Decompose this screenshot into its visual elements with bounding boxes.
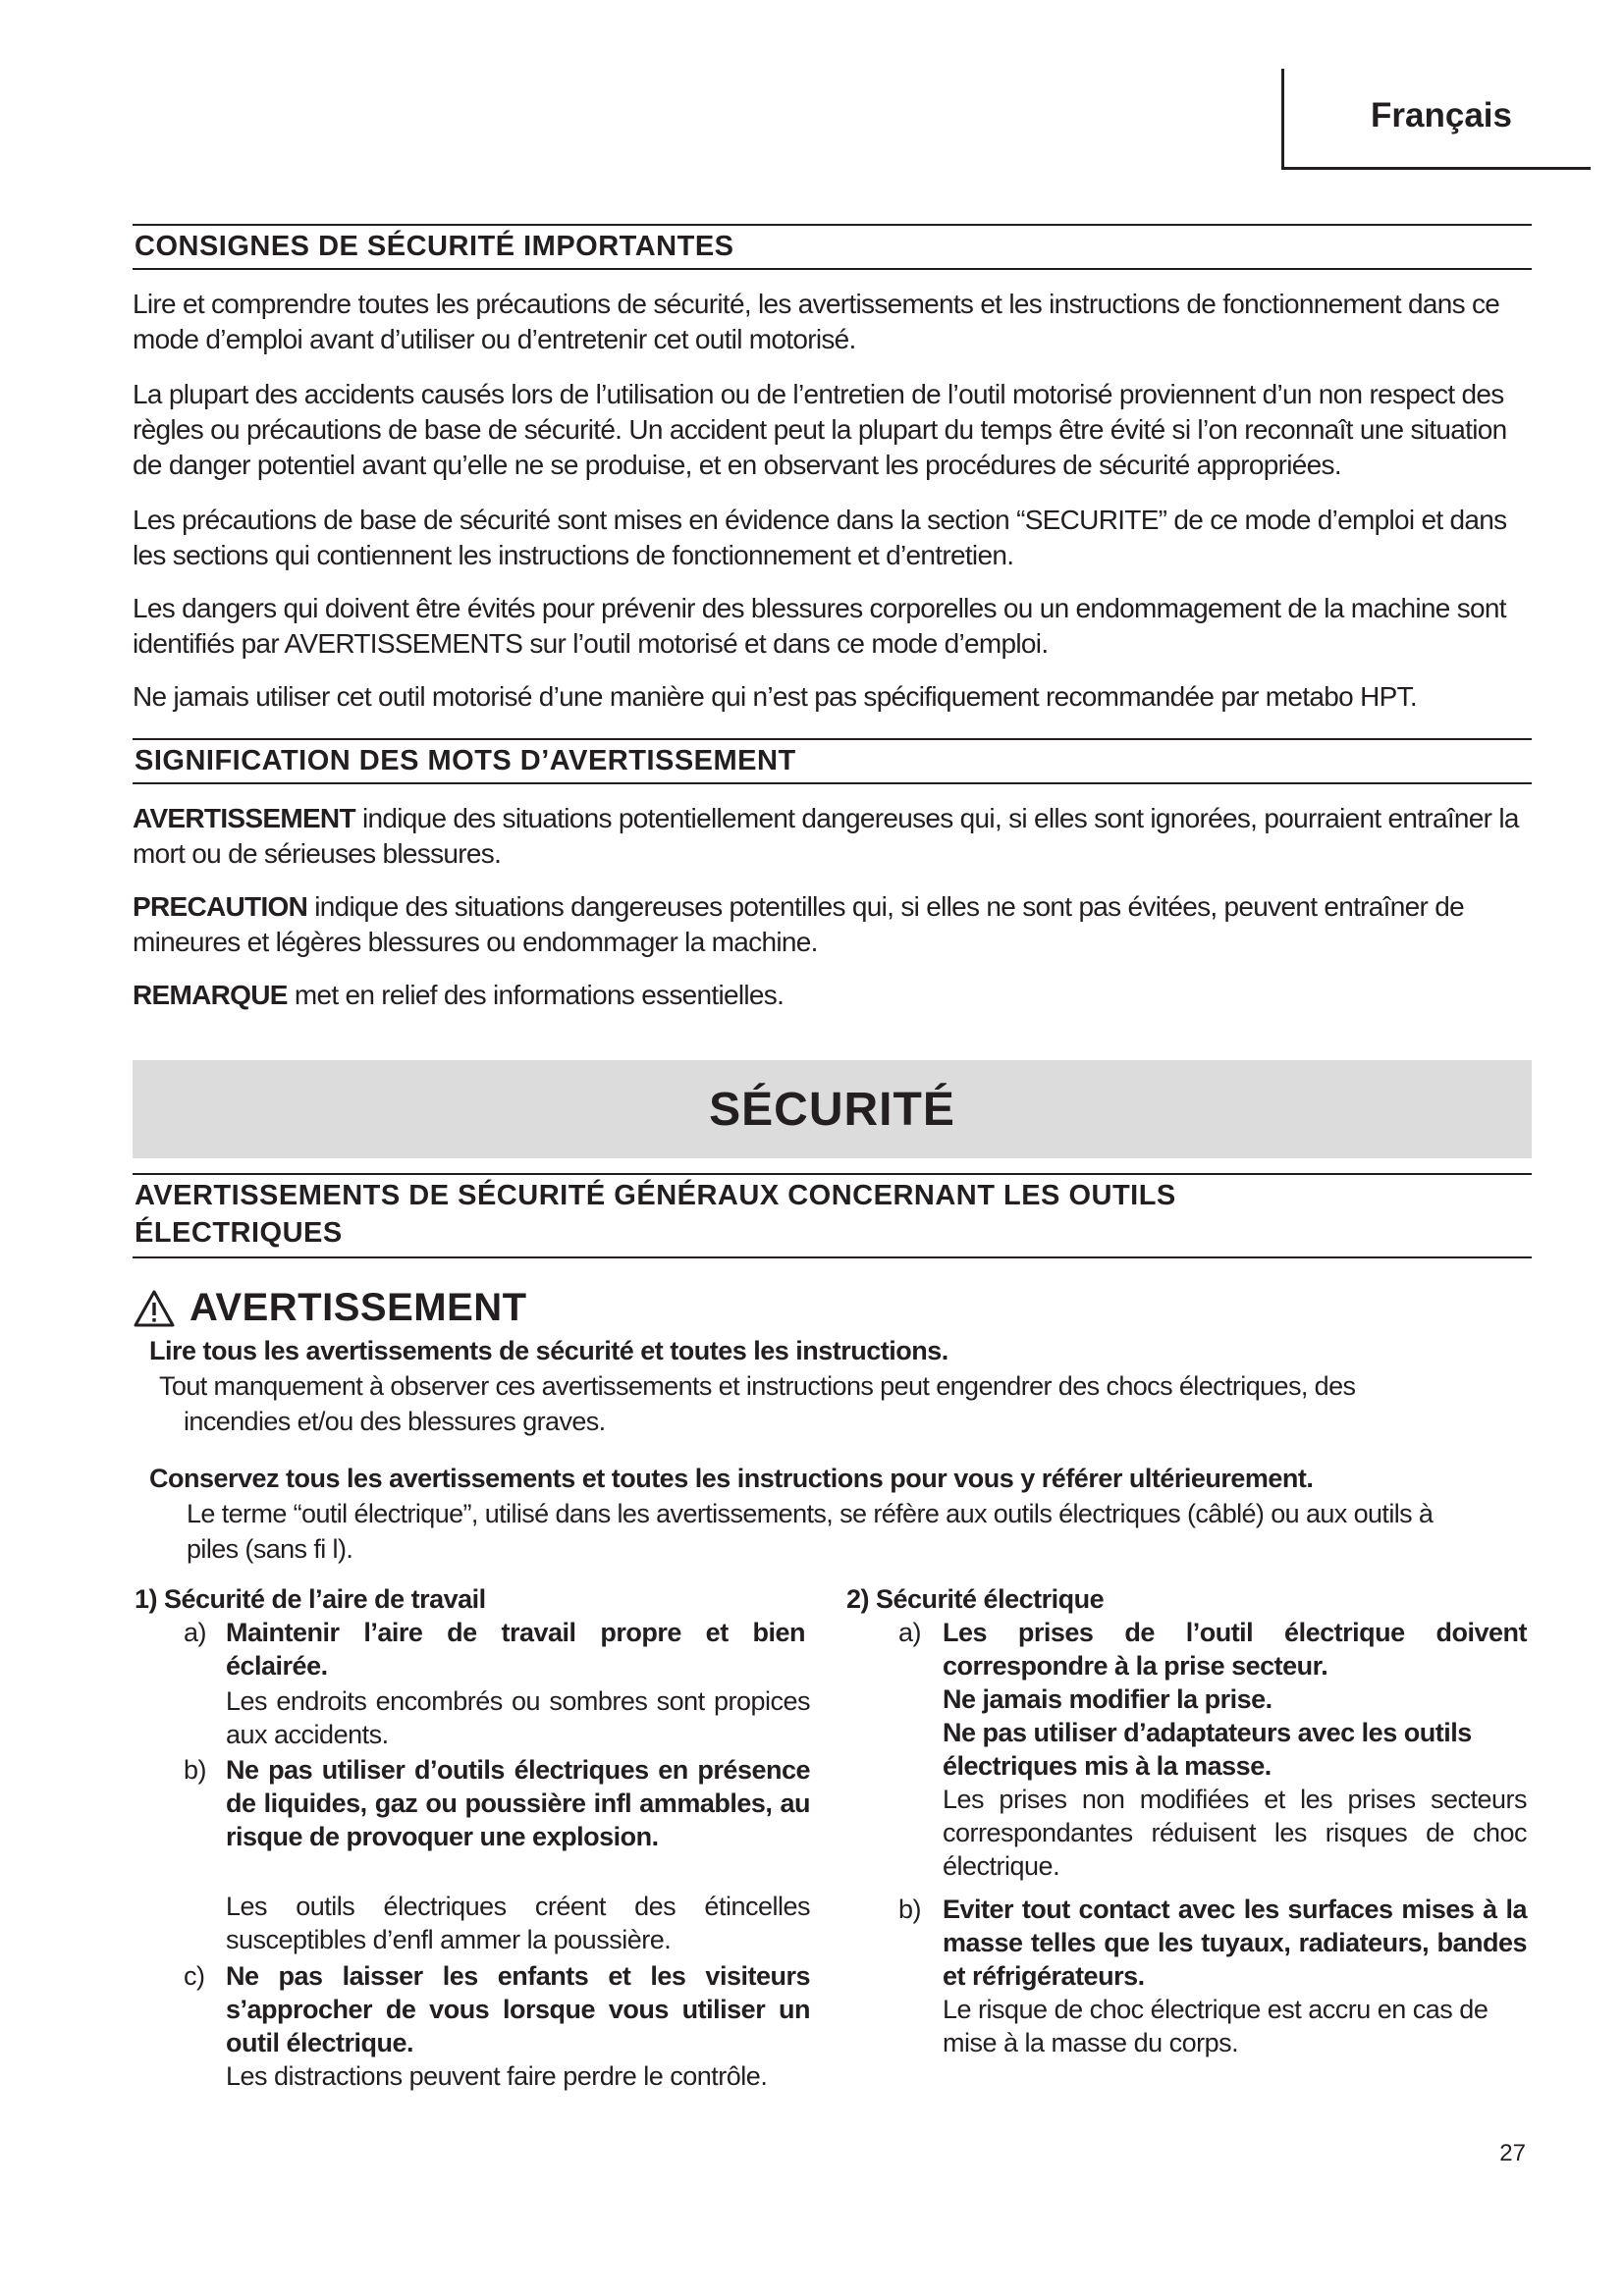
section-title-consignes: CONSIGNES DE SÉCURITÉ IMPORTANTES bbox=[135, 231, 734, 262]
definition-text: indique des situations dangereuses potentilles qui, si elles ne sont pas évitées, peuvent entraîner de mineures et légères blessures ou endommager la machine. bbox=[133, 891, 1464, 957]
definition-precaution bbox=[133, 889, 1532, 960]
keep-text: piles (sans fi l). bbox=[187, 1534, 353, 1564]
section-title-signification: SIGNIFICATION DES MOTS D’AVERTISSEMENT bbox=[135, 745, 796, 776]
warning-triangle-icon bbox=[133, 1289, 176, 1328]
banner-title: SÉCURITÉ bbox=[709, 1083, 955, 1136]
rule bbox=[133, 268, 1532, 270]
warning-heading bbox=[133, 1286, 527, 1330]
paragraph: Les dangers qui doivent être évités pour prévenir des blessures corporelles ou un endommagement de la machine sont identifiés par AVERTISSEMENTS sur l’outil motorisé et dans ce mode d’emploi. bbox=[133, 593, 1506, 659]
definition-avertissement bbox=[133, 801, 1532, 872]
item-a-text: Les prises non modifiées et les prises secteurs correspondantes réduisent les risques de choc électrique. bbox=[943, 1785, 1527, 1881]
paragraph: Ne jamais utiliser cet outil motorisé d’une manière qui n’est pas spécifiquement recommandée par metabo HPT. bbox=[133, 681, 1417, 712]
section-title-avertissements-1: AVERTISSEMENTS DE SÉCURITÉ GÉNÉRAUX CONCERNANT LES OUTILS bbox=[135, 1180, 1176, 1211]
left-column bbox=[135, 1582, 822, 1616]
item-label: b) bbox=[184, 1755, 207, 1785]
subsection-heading: 1) Sécurité de l’aire de travail bbox=[135, 1584, 486, 1614]
warning-lead-text: incendies et/ou des blessures graves. bbox=[184, 1407, 606, 1436]
language-tab bbox=[1281, 69, 1591, 170]
language-label: Français bbox=[1371, 96, 1512, 134]
item-c-text: Les distractions peuvent faire perdre le contrôle. bbox=[226, 2061, 768, 2091]
subsection-heading: 2) Sécurité électrique bbox=[846, 1584, 1105, 1614]
item-label: b) bbox=[898, 1895, 922, 1924]
warning-title: AVERTISSEMENT bbox=[189, 1286, 527, 1329]
definition-text: indique des situations potentiellement dangereuses qui, si elles sont ignorées, pourraient entraîner la mort ou de sérieuses blessures. bbox=[133, 803, 1519, 869]
rule bbox=[133, 1256, 1532, 1258]
item-a-text: Les endroits encombrés ou sombres sont propices aux accidents. bbox=[226, 1686, 810, 1749]
rule bbox=[133, 738, 1532, 740]
item-c-bold: Ne pas laisser les enfants et les visiteurs s’approcher de vous lorsque vous utiliser un outil électrique. bbox=[226, 1961, 810, 2057]
item-a-bold-2: Ne jamais modifier la prise. bbox=[943, 1684, 1272, 1714]
page-number: 27 bbox=[1499, 2140, 1526, 2166]
item-b-text: Les outils électriques créent des étincelles susceptibles d’enfl ammer la poussière. bbox=[226, 1892, 810, 1954]
rule bbox=[133, 782, 1532, 784]
paragraph: Lire et comprendre toutes les précautions de sécurité, les avertissements et les instructions de fonctionnement dans ce mode d’emploi avant d’utiliser ou d’entretenir cet outil motorisé. bbox=[133, 289, 1500, 354]
paragraph: La plupart des accidents causés lors de l’utilisation ou de l’entretien de l’outil motorisé proviennent d’un non respect des règles ou précautions de base de sécurité. Un accident peut la plupart du temps être évité si l’on reconnaît une situation de danger potentiel avant qu’elle ne se produise, et en observant les procédures de sécurité appropriées. bbox=[133, 379, 1507, 480]
item-a-bold: Maintenir l’aire de travail propre et bien éclairée. bbox=[226, 1618, 805, 1681]
definition-text: met en relief des informations essentielles. bbox=[287, 980, 785, 1010]
item-b-text: Le risque de choc électrique est accru en cas de mise à la masse du corps. bbox=[943, 1995, 1489, 2057]
securite-banner bbox=[133, 1060, 1532, 1158]
item-label: a) bbox=[898, 1618, 922, 1647]
item-b-bold: Ne pas utiliser d’outils électriques en présence de liquides, gaz ou poussière infl ammables, au risque de provoquer une explosion. bbox=[226, 1755, 810, 1851]
rule bbox=[133, 1173, 1532, 1175]
warning-lead: Lire tous les avertissements de sécurité et toutes les instructions. bbox=[149, 1336, 948, 1365]
definition-term: AVERTISSEMENT bbox=[133, 803, 355, 833]
item-label: c) bbox=[184, 1961, 205, 1991]
warning-lead-text: Tout manquement à observer ces avertissements et instructions peut engendrer des chocs électriques, des bbox=[159, 1371, 1356, 1401]
paragraph: Les précautions de base de sécurité sont mises en évidence dans la section “SECURITE” de ce mode d’emploi et dans les sections qui contiennent les instructions de fonctionnement et d’entretien. bbox=[133, 505, 1507, 570]
keep-text: Le terme “outil électrique”, utilisé dans les avertissements, se réfère aux outils électriques (câblé) ou aux outils à bbox=[187, 1499, 1434, 1528]
section-title-avertissements-2: ÉLECTRIQUES bbox=[135, 1217, 343, 1249]
definition-term: PRECAUTION bbox=[133, 891, 308, 922]
item-b-bold: Eviter tout contact avec les surfaces mises à la masse telles que les tuyaux, radiateurs, bandes et réfrigérateurs. bbox=[943, 1895, 1527, 1991]
rule-top bbox=[133, 224, 1532, 226]
keep-instructions: Conservez tous les avertissements et toutes les instructions pour vous y référer ultérieurement. bbox=[149, 1464, 1314, 1493]
definition-term: REMARQUE bbox=[133, 980, 288, 1010]
right-column bbox=[846, 1582, 1534, 1616]
definition-remarque bbox=[133, 978, 1532, 1013]
item-label: a) bbox=[184, 1618, 207, 1647]
item-a-bold-3: Ne pas utiliser d’adaptateurs avec les outils électriques mis à la masse. bbox=[943, 1718, 1472, 1781]
item-a-bold: Les prises de l’outil électrique doivent correspondre à la prise secteur. bbox=[943, 1618, 1527, 1681]
